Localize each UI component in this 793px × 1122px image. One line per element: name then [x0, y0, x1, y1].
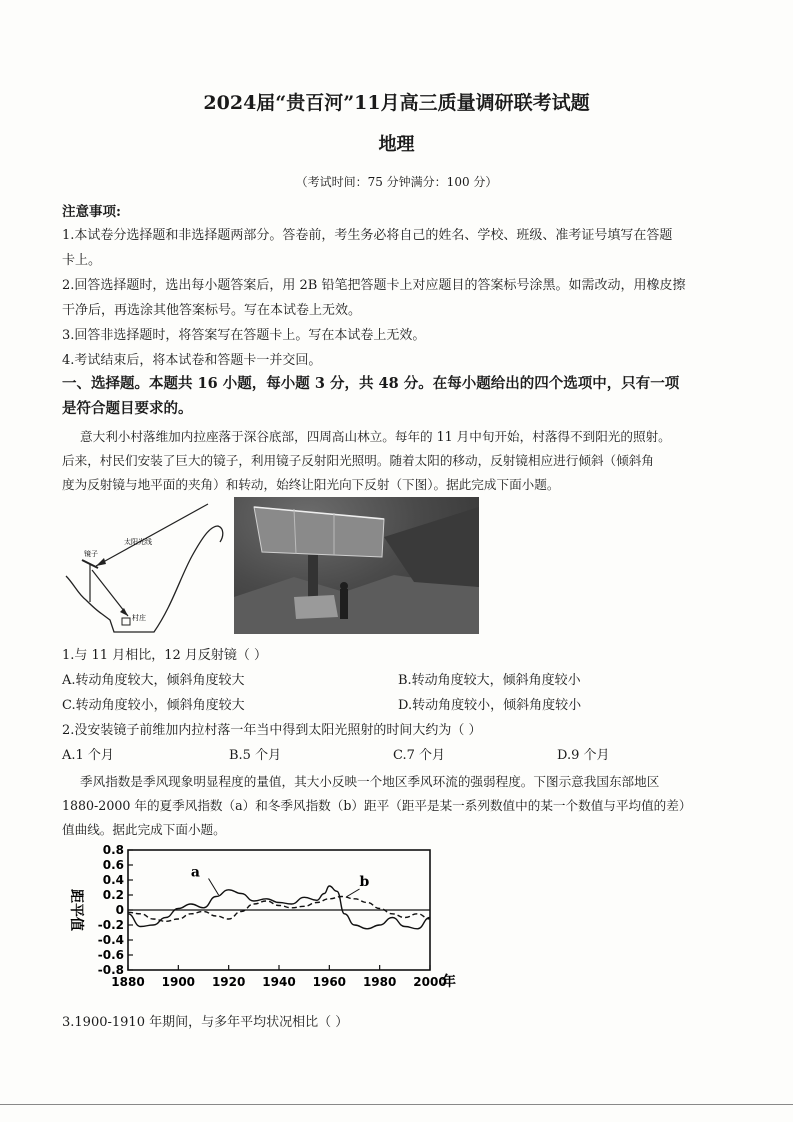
note-line: 4.考试结束后，将本试卷和答题卡一并交回。: [62, 353, 322, 368]
note-line: 干净后，再选涂其他答案标号。写在本试卷上无效。: [62, 303, 362, 318]
y-tick-label: 0.8: [102, 843, 124, 857]
option-a[interactable]: A.转动角度较大，倾斜角度较大: [62, 673, 245, 688]
mirror-photo: [234, 497, 479, 634]
series-a-leader: [209, 879, 219, 896]
y-axis-label: 距平值: [68, 889, 84, 931]
notes-heading: 注意事项:: [62, 204, 121, 220]
mirror-diagram: [62, 498, 232, 638]
label-village: 村庄: [132, 614, 146, 622]
y-tick-label: -0.6: [97, 948, 124, 962]
page-bottom-rule: [0, 1104, 793, 1105]
note-line: 3.回答非选择题时，将答案写在答题卡上。写在本试卷上无效。: [62, 328, 426, 343]
x-tick-label: 1940: [262, 975, 296, 989]
note-line: 1.本试卷分选择题和非选择题两部分。答卷前，考生务必将自己的姓名、学校、班级、准考证号填写在答题: [62, 228, 673, 243]
chart-ticks: [98, 843, 447, 989]
passage-line: 1880-2000 年的夏季风指数（a）和冬季风指数（b）距平（距平是某一系列数值中的某一个数值与平均值的差）: [62, 798, 692, 813]
y-tick-label: -0.8: [97, 963, 124, 977]
x-tick-label: 2000: [413, 975, 447, 989]
x-tick-label: 1980: [362, 975, 397, 989]
passage-line: 值曲线。据此完成下面小题。: [62, 822, 226, 837]
section-heading: 一、选择题。本题共 16 小题，每小题 3 分，共 48 分。在每小题给出的四个选项中，只有一项: [62, 375, 680, 392]
series-a-line: [128, 886, 430, 929]
note-line: 卡上。: [62, 253, 102, 268]
series-b-line: [128, 897, 430, 922]
question-stem: 2.没安装镜子前维加内拉村落一年当中得到太阳光照射的时间大约为（ ）: [62, 723, 482, 738]
option-b[interactable]: B.5 个月: [229, 748, 282, 763]
subject-title: 地理: [378, 134, 415, 155]
x-tick-label: 1900: [161, 975, 196, 989]
series-b-leader: [347, 889, 360, 897]
exam-title: 2024届“贵百河”11月高三质量调研联考试题: [203, 92, 590, 114]
x-tick-label: 1880: [111, 975, 145, 989]
series-a-label: a: [190, 864, 200, 881]
question-stem: 3.1900-1910 年期间，与多年平均状况相比（ ）: [62, 1015, 349, 1030]
option-d[interactable]: D.9 个月: [557, 748, 610, 763]
question-stem: 1.与 11 月相比，12 月反射镜（ ）: [62, 648, 268, 663]
y-tick-label: 0: [115, 903, 124, 917]
option-b[interactable]: B.转动角度较大，倾斜角度较小: [398, 673, 581, 688]
y-tick-label: -0.4: [97, 933, 124, 947]
y-tick-label: 0.4: [102, 873, 124, 887]
passage-line: 后来，村民们安装了巨大的镜子，利用镜子反射阳光照明。随着太阳的移动，反射镜相应进行倾斜（倾斜角: [62, 453, 654, 468]
y-tick-label: -0.2: [97, 918, 124, 932]
label-mirror: 镜子: [84, 550, 98, 558]
section-heading: 是符合题目要求的。: [62, 400, 193, 417]
x-tick-label: 1960: [312, 975, 347, 989]
passage-line: 意大利小村落维加内拉座落于深谷底部，四周高山林立。每年的 11 月中旬开始，村落得不到阳光的照射。: [80, 429, 671, 444]
option-d[interactable]: D.转动角度较小，倾斜角度较小: [398, 698, 582, 713]
y-tick-label: 0.6: [102, 858, 124, 872]
passage-line: 季风指数是季风现象明显程度的量值，其大小反映一个地区季风环流的强弱程度。下图示意我国东部地区: [80, 774, 660, 789]
exam-info: （考试时间：75 分钟满分：100 分）: [295, 175, 498, 189]
note-line: 2.回答选择题时，选出每小题答案后，用 2B 铅笔把答题卡上对应题目的答案标号涂黑。如需改动，用橡皮擦: [62, 278, 686, 293]
option-c[interactable]: C.7 个月: [393, 748, 446, 763]
x-axis-unit: 年: [442, 974, 456, 990]
series-b-label: b: [359, 874, 370, 890]
label-sunlight: 太阳光线: [124, 538, 152, 546]
option-a[interactable]: A.1 个月: [62, 748, 114, 763]
chart-lines: [128, 879, 430, 929]
passage-line: 度为反射镜与地平面的夹角）和转动，始终让阳光向下反射（下图）。据此完成下面小题。: [62, 477, 560, 492]
x-tick-label: 1920: [211, 975, 246, 989]
y-tick-label: 0.2: [102, 888, 124, 902]
monsoon-chart: [58, 838, 478, 998]
option-c[interactable]: C.转动角度较小，倾斜角度较大: [62, 698, 245, 713]
